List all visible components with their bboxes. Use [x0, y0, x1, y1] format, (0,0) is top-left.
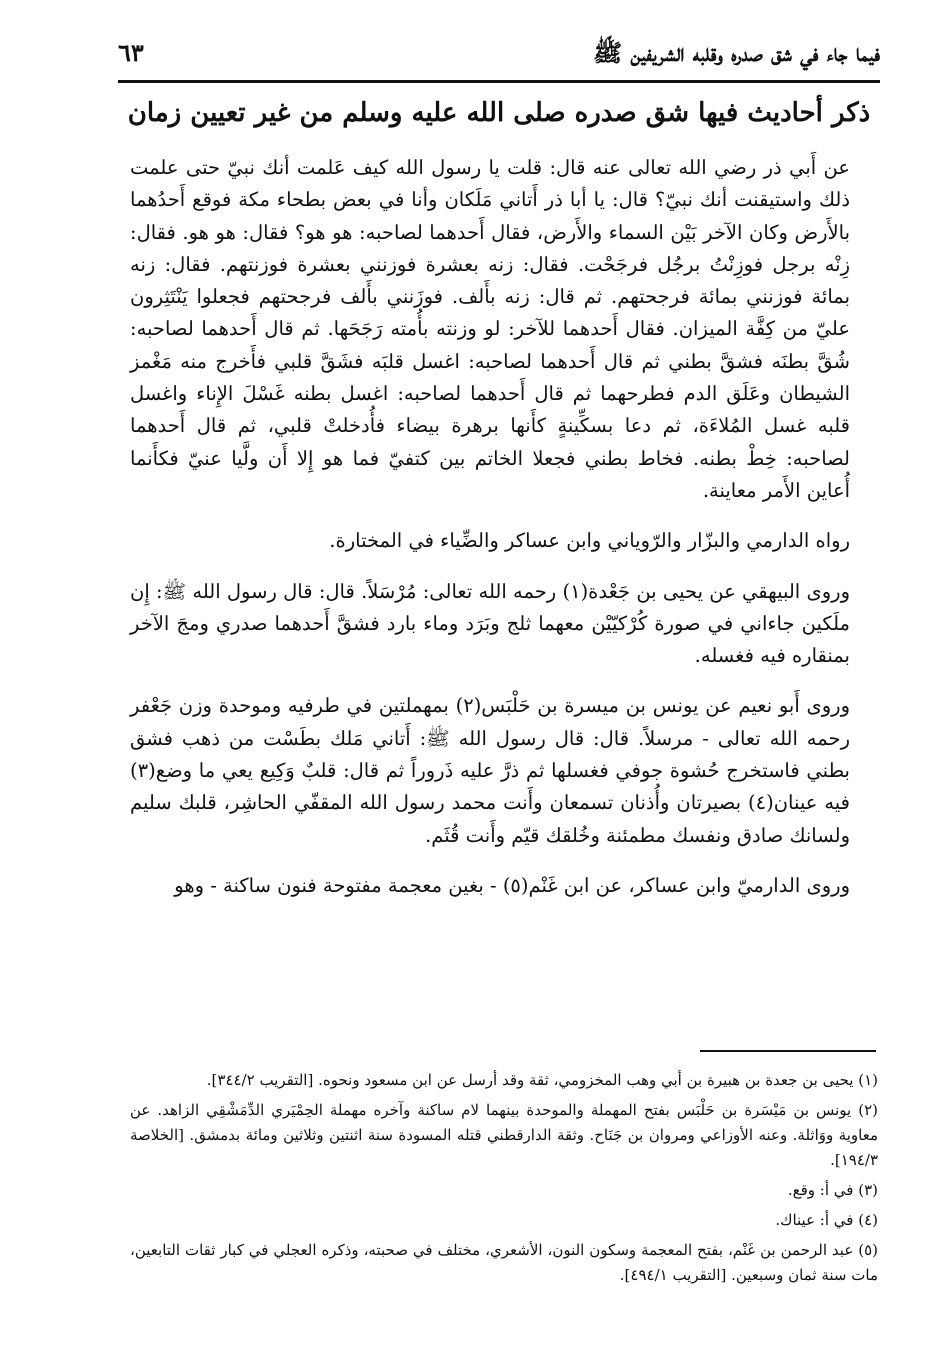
body-text	[130, 152, 850, 920]
footnote-2: (٢) يونس بن مَيْسَرة بن حَلْبَس بفتح المهملة والموحدة بينهما لام ساكنة وآخره مهملة الحِمْيَري الدِّمَشْقِي الزاهد. عن معاوية ووَاثلة. وعنه الأوزاعي ومروان بن جَنَاح. وثقة الدارقطني قتله المسودة سنة اثنتين وثلاثين ومائة بدمشق. [الخلاصة ١٩٤/٣].	[130, 1101, 878, 1169]
footnote-divider	[700, 1050, 876, 1052]
footnote-3: (٣) في أ: وقع.	[787, 1181, 878, 1199]
section-heading: ذكر أحاديث فيها شق صدره صلى الله عليه وسلم من غير تعيين زمان	[127, 98, 871, 128]
footnotes	[130, 1068, 878, 1293]
paragraph-abu-dharr-hadith: عن أَبي ذر رضي الله تعالى عنه قال: قلت يا رسول الله كيف عَلمت أنك نبيّ حتى علمت ذلك واستيقنت أنك نبيّ؟ قال: يا أبا ذر أَتاني مَلَكان وأنا في بعض بطحاء مكة فوقع أَحدُهما بالأَرض وكان الآخر بَيْن السماء والأَرض، فقال أَحدهما لصاحبه: هو هو؟ فقال: هو هو. فقال: زِنْه برجل فوزِنْتُ برجُل فرجَحْت. فقال: زنه بعشرة فوزنني بعشرة فوزنتهم. فقال: زنه بمائة فوزنني بمائة فرجحتهم. ثم قال: زنه بأَلف. فوزَنني بأَلف فرجحتهم فجعلوا يَنْتَثِرون عليّ من كِفَّة الميزان. فقال أَحدهما للآخر: لو وزنته بأُمته رَجَحَها. ثم قال أَحدهما لصاحبه: شُقَّ بطنَه فشقَّ بطني ثم قال أَحدهما لصاحبه: اغسل قلبَه فشَقَّ قلبي فأَخرج منه مَغْمز الشيطان وعَلَق الدم فطرحهما ثم قال أَحدهما لصاحبه: اغسل بطنه غَسْلَ الإِناء واغسل قلبه غسل المُلاءَة، ثم دعا بسكِّينةٍ كأَنها برهرة بيضاء فأُدخلتْ قلبي، ثم قال أَحدهما لصاحبه: خِطْ بطنه. فخاط بطني فجعلا الخاتم بين كتفيّ فما هو إِلا أَن ولَّيا عنيّ فكأَنما أُعاين الأَمر معاينة.	[130, 156, 850, 502]
footnote-4: (٤) في أ: عيناك.	[775, 1211, 878, 1229]
page-number: ٦٣	[118, 38, 144, 67]
paragraph-abu-nuaym: وروى أَبو نعيم عن يونس بن ميسرة بن حَلْبَس(٢) بمهملتين في طرفيه وموحدة وزن جَعْفر رحمه الله تعالى - مرسلاً. قال: قال رسول الله ﷺ: أَتاني مَلك بطَسْت من ذهب فشق بطني فاستخرج حُشوة جوفي فغسلها ثم ذرَّ عليه ذَروراً ثم قال: قلبٌ وَكِيع يعي ما وضع(٣) فيه عينان(٤) بصيرتان وأُذنان تسمعان وأَنت محمد رسول الله المقفّي الحاشِر، قلبك سليم ولسانك صادق ونفسك مطمئنة وخُلقك قيّم وأَنت قُثَم.	[130, 694, 851, 847]
paragraph-bayhaqi: وروى البيهقي عن يحيى بن جَعْدة(١) رحمه الله تعالى: مُرْسَلاً. قال: قال رسول الله ﷺ: إِن ملَكين جاءاني في صورة كُرْكيّيْن معهما ثلج وبَرَد وماء بارد فشقَّ أَحدهما صدري ومجَ الآخر بمنقاره فيه فغسله.	[130, 579, 850, 668]
running-header	[118, 28, 880, 83]
footnote-5: (٥) عبد الرحمن بن غَنْم، بفتح المعجمة وسكون النون، الأشعري، مختلف في صحبته، وذكره العجلي في كبار ثقات التابعين، مات سنة ثمان وسبعين. [التقريب ٤٩٤/١].	[130, 1241, 878, 1284]
running-header-title: فيما جاء في شق صدره وقلبه الشريفين ﷺ	[593, 38, 880, 67]
footnote-1: (١) يحيى بن جعدة بن هبيرة بن أبي وهب المخزومي، ثقة وقد أرسل عن ابن مسعود ونحوه. [التقريب ٣٤٤/٢].	[206, 1071, 878, 1089]
paragraph-narrators: رواه الدارمي والبزّار والرّوياني وابن عساكر والضِّياء في المختارة.	[329, 529, 850, 553]
paragraph-darimi: وروى الدارميّ وابن عساكر، عن ابن غَنْم(٥) - بغين معجمة مفتوحة فنون ساكنة - وهو	[174, 873, 850, 897]
